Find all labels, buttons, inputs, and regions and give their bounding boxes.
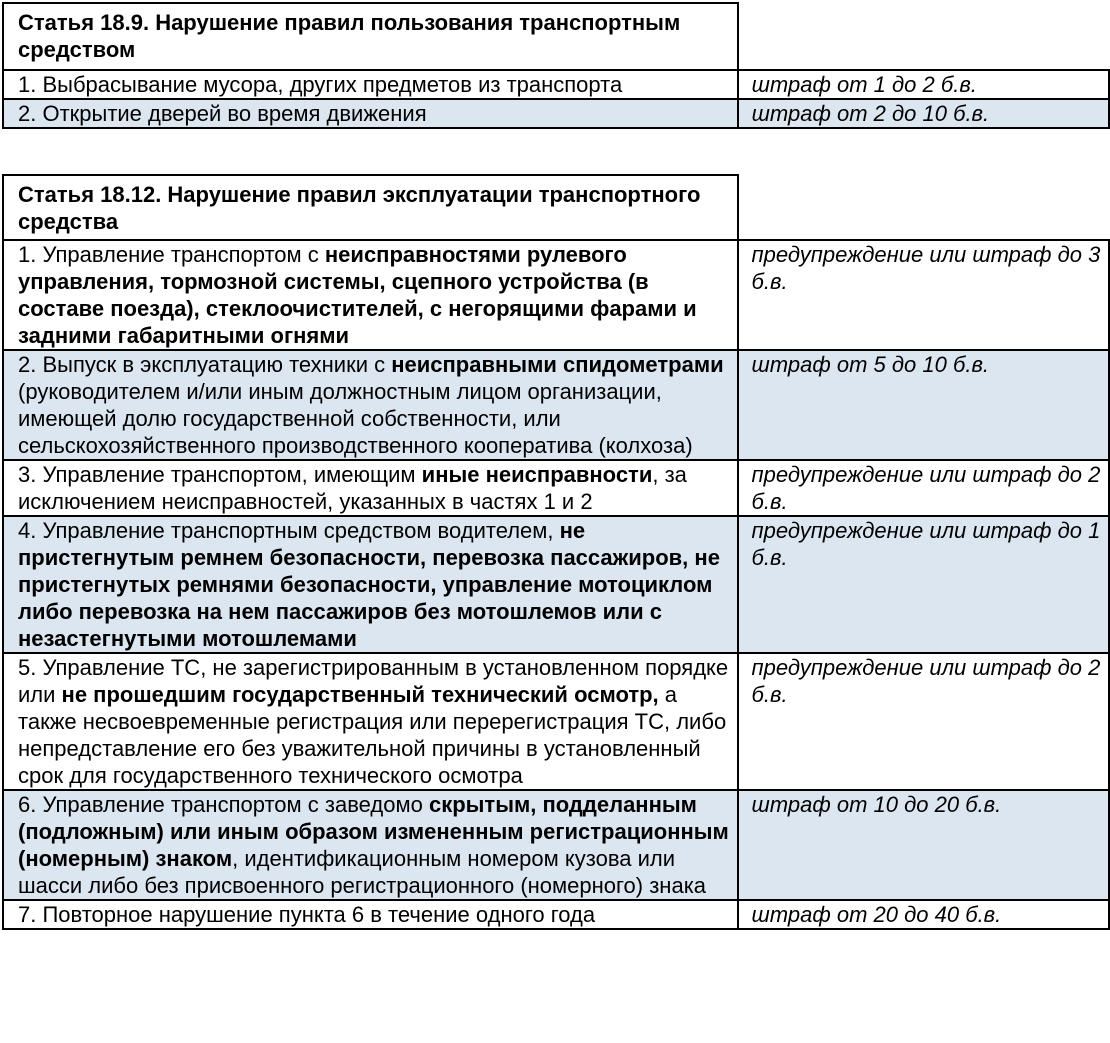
offense-text: 4. Управление транспортным средством водителем, bbox=[18, 518, 560, 543]
article-header-row bbox=[3, 175, 1109, 240]
offense-text: 1. Управление транспортом с bbox=[18, 242, 325, 267]
table-row bbox=[3, 99, 1109, 128]
penalty-cell: предупреждение или штраф до 2 б.в. bbox=[738, 653, 1109, 790]
offense-text: а также несвоевременные регистрация или перерегистрация ТС, либо непредставление его без уважительной причины в установленный срок для государственного технического осмотра bbox=[18, 682, 727, 788]
table-row bbox=[3, 516, 1109, 653]
penalty-cell: штраф от 1 до 2 б.в. bbox=[738, 70, 1109, 99]
penalty-cell: штраф от 5 до 10 б.в. bbox=[738, 350, 1109, 460]
offense-text: , идентификационным номером кузова или шасси либо без присвоенного регистрационного (номерного) знака bbox=[18, 846, 707, 898]
offense-bold-text: неисправными спидометрами bbox=[391, 352, 724, 377]
table-row bbox=[3, 350, 1109, 460]
offense-cell bbox=[3, 240, 738, 350]
article-header-row bbox=[3, 3, 1109, 70]
article-18-12-table bbox=[2, 174, 1110, 930]
table-row bbox=[3, 240, 1109, 350]
penalty-cell: предупреждение или штраф до 2 б.в. bbox=[738, 460, 1109, 516]
offense-text: 2. Выпуск в эксплуатацию техники с bbox=[18, 352, 392, 377]
offense-bold-text: скрытым, подделанным (подложным) или иным образом измененным регистрационным (номерным) знаком bbox=[18, 792, 729, 871]
offense-text: 1. Выбрасывание мусора, других предметов из транспорта bbox=[18, 72, 623, 97]
penalty-cell: предупреждение или штраф до 3 б.в. bbox=[738, 240, 1109, 350]
table-row bbox=[3, 790, 1109, 900]
offense-text: 6. Управление транспортом с заведомо bbox=[18, 792, 429, 817]
offense-text: 2. Открытие дверей во время движения bbox=[18, 101, 427, 126]
offense-bold-text: неисправностями рулевого управления, тормозной системы, сцепного устройства (в составе поезда), стеклоочистителей, с негорящими фарами и задними габаритными огнями bbox=[18, 242, 697, 348]
penalty-cell: штраф от 10 до 20 б.в. bbox=[738, 790, 1109, 900]
offense-cell bbox=[3, 516, 738, 653]
table-row bbox=[3, 70, 1109, 99]
article-18-9-table bbox=[2, 2, 1110, 129]
offense-text: 5. Управление ТС, не зарегистрированным в установленном порядке или bbox=[18, 655, 729, 707]
offense-text: (руководителем и/или иным должностным лицом организации, имеющей долю государственной собственности, или сельскохозяйственного производственного кооператива (колхоза) bbox=[18, 379, 693, 458]
offense-cell bbox=[3, 70, 738, 99]
table-row bbox=[3, 460, 1109, 516]
offense-cell bbox=[3, 790, 738, 900]
offense-bold-text: иные неисправности bbox=[421, 462, 653, 487]
offense-cell bbox=[3, 350, 738, 460]
offense-text: , за исключением неисправностей, указанных в частях 1 и 2 bbox=[18, 462, 687, 514]
offense-cell bbox=[3, 99, 738, 128]
offense-cell bbox=[3, 653, 738, 790]
table-row bbox=[3, 653, 1109, 790]
offense-cell bbox=[3, 900, 738, 929]
offense-text: 3. Управление транспортом, имеющим bbox=[18, 462, 422, 487]
offense-bold-text: не прошедшим государственный технический осмотр, bbox=[61, 682, 659, 707]
offense-bold-text: не пристегнутым ремнем безопасности, перевозка пассажиров, не пристегнутых ремнями безопасности, управление мотоциклом либо перевозка на нем пассажиров без мотошлемов или с незастегнутыми мотошлемами bbox=[18, 518, 720, 651]
offense-cell bbox=[3, 460, 738, 516]
penalty-cell: предупреждение или штраф до 1 б.в. bbox=[738, 516, 1109, 653]
penalty-cell: штраф от 2 до 10 б.в. bbox=[738, 99, 1109, 128]
article-title: Статья 18.9. Нарушение правил пользования транспортным средством bbox=[3, 3, 738, 70]
offense-text: 7. Повторное нарушение пункта 6 в течение одного года bbox=[18, 902, 596, 927]
article-title: Статья 18.12. Нарушение правил эксплуатации транспортного средства bbox=[3, 175, 738, 240]
table-row bbox=[3, 900, 1109, 929]
penalty-cell: штраф от 20 до 40 б.в. bbox=[738, 900, 1109, 929]
